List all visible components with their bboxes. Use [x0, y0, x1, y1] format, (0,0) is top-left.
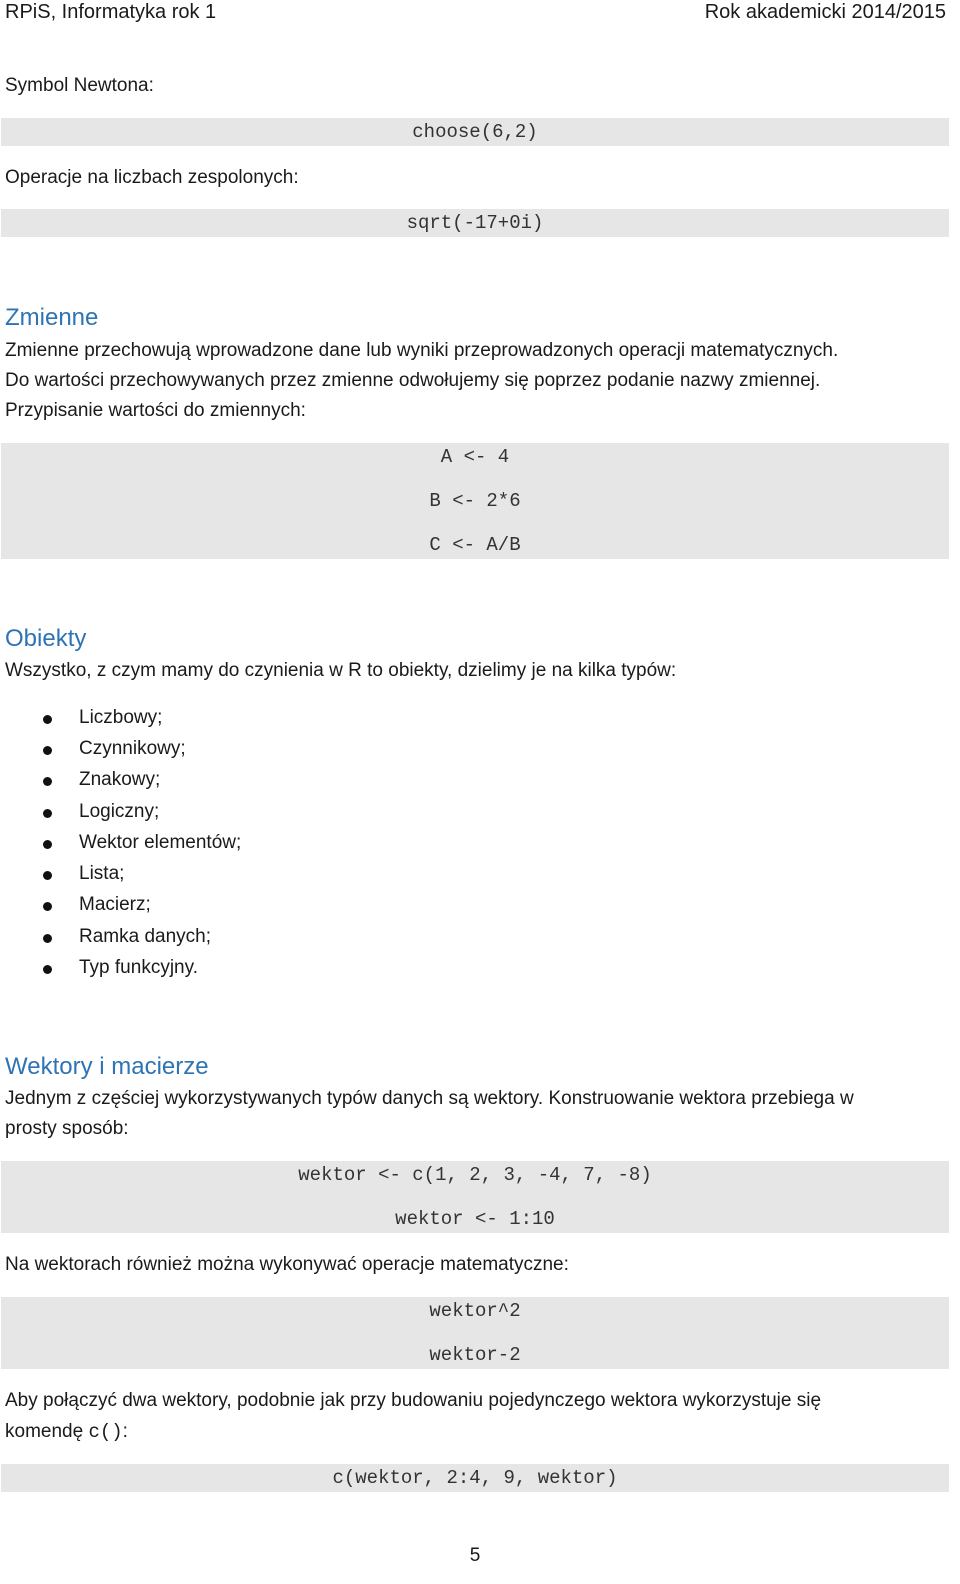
newton-label: Symbol Newtona:: [5, 75, 154, 96]
list-item: [0, 768, 600, 799]
combine-code-block: [1, 1464, 949, 1492]
paragraph-line: Zmienne przechowują wprowadzone dane lub wyniki przeprowadzonych operacji matematycznych.: [5, 340, 839, 361]
code-line: wektor <- 1:10: [395, 1208, 555, 1230]
code-line: B <- 2*6: [429, 490, 521, 512]
inline-code: c(): [88, 1421, 123, 1443]
code-line: sqrt(-17+0i): [406, 212, 544, 234]
code-line: A <- 4: [440, 446, 510, 468]
newton-code-block: [1, 118, 949, 146]
bullet-icon: [43, 777, 52, 786]
list-item-label: Czynnikowy;: [79, 738, 186, 759]
code-line: wektor <- c(1, 2, 3, -4, 7, -8): [298, 1164, 652, 1186]
page-number: 5: [469, 1545, 481, 1566]
section-heading-obiekty: Obiekty: [5, 625, 87, 652]
paragraph-line: Wszystko, z czym mamy do czynienia w R to obiekty, dzielimy je na kilka typów:: [5, 660, 677, 681]
list-item: [0, 831, 600, 862]
list-item: [0, 862, 600, 893]
ops-code-block: [1, 1297, 949, 1369]
list-item-label: Typ funkcyjny.: [79, 957, 198, 978]
inline-text: :: [122, 1421, 128, 1442]
inline-text: komendę: [5, 1421, 89, 1442]
code-line: wektor-2: [429, 1344, 521, 1366]
code-line: C <- A/B: [429, 534, 521, 556]
list-item-label: Logiczny;: [79, 801, 160, 822]
bullet-icon: [43, 715, 52, 724]
list-item: [0, 800, 600, 831]
header-right: Rok akademicki 2014/2015: [704, 1, 946, 23]
zmienne-code-block: [1, 443, 949, 559]
bullet-icon: [43, 934, 52, 943]
bullet-icon: [43, 871, 52, 880]
list-item-label: Macierz;: [79, 894, 151, 915]
list-item: [0, 925, 600, 956]
list-item: [0, 893, 600, 924]
complex-label: Operacje na liczbach zespolonych:: [5, 167, 299, 188]
paragraph-line: [5, 1420, 128, 1444]
bullet-icon: [43, 965, 52, 974]
list-item-label: Ramka danych;: [79, 926, 212, 947]
list-item: [0, 737, 600, 768]
code-line: wektor^2: [429, 1300, 521, 1322]
list-item: [0, 956, 600, 987]
list-item: [0, 706, 600, 737]
paragraph-line: Do wartości przechowywanych przez zmienne odwołujemy się poprzez podanie nazwy zmiennej.: [5, 370, 821, 391]
paragraph-line: prosty sposób:: [5, 1118, 129, 1139]
paragraph-line: Jednym z częściej wykorzystywanych typów danych są wektory. Konstruowanie wektora przebiega w: [5, 1088, 854, 1109]
paragraph-line: Na wektorach również można wykonywać operacje matematyczne:: [5, 1254, 569, 1275]
wektory-code-block: [1, 1161, 949, 1233]
list-item-label: Liczbowy;: [79, 707, 163, 728]
list-item-label: Znakowy;: [79, 769, 161, 790]
list-item-label: Wektor elementów;: [79, 832, 242, 853]
complex-code-block: [1, 209, 949, 237]
section-heading-zmienne: Zmienne: [5, 304, 99, 331]
bullet-icon: [43, 746, 52, 755]
section-heading-wektory: Wektory i macierze: [5, 1053, 209, 1080]
code-line: c(wektor, 2:4, 9, wektor): [332, 1467, 618, 1489]
bullet-icon: [43, 809, 52, 818]
code-line: choose(6,2): [412, 121, 538, 143]
header-left: RPiS, Informatyka rok 1: [5, 1, 217, 23]
paragraph-line: Przypisanie wartości do zmiennych:: [5, 400, 306, 421]
list-item-label: Lista;: [79, 863, 125, 884]
paragraph-line: Aby połączyć dwa wektory, podobnie jak przy budowaniu pojedynczego wektora wykorzystuje się: [5, 1390, 822, 1411]
bullet-icon: [43, 902, 52, 911]
bullet-icon: [43, 840, 52, 849]
